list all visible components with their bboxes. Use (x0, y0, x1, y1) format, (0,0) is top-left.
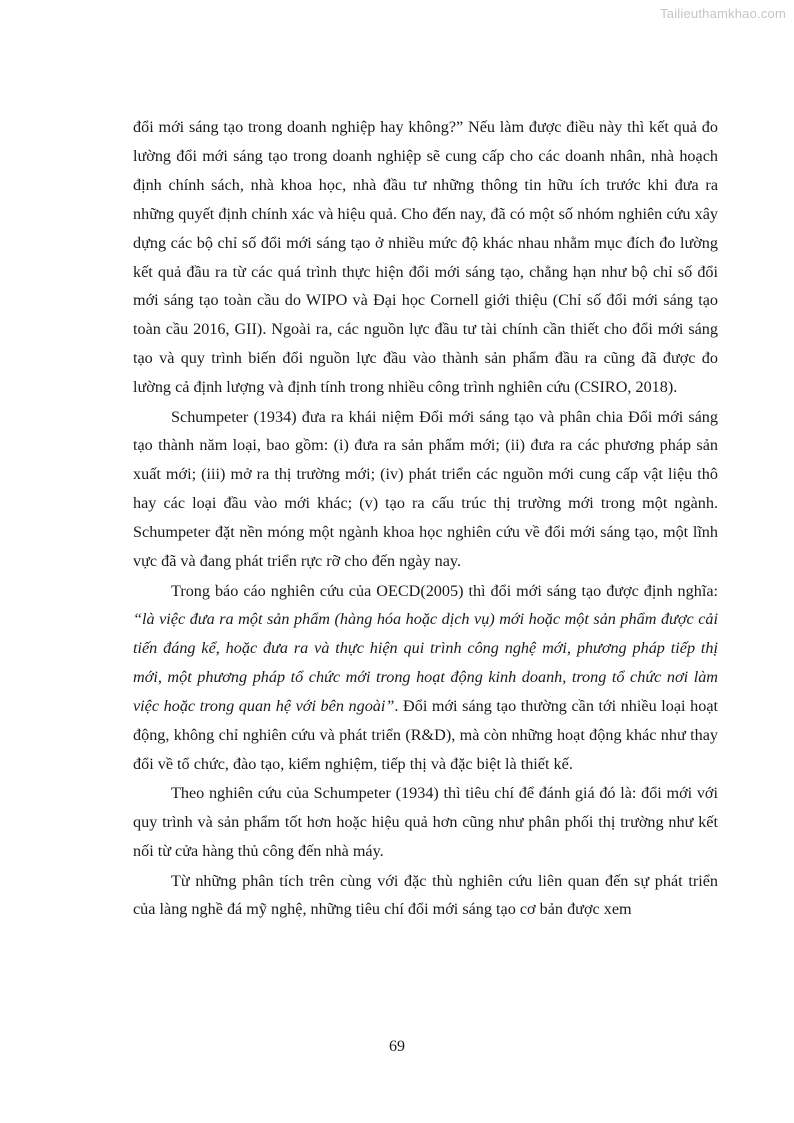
paragraph-3-continuation: . Đổi mới sáng tạo thường cần tới nhiều loại hoạt động, không chỉ nghiên cứu và phát triển (R&D), mà còn những hoạt động khác như thay đổi về tổ chức, đào tạo, kiểm nghiệm, tiếp thị và đặc biệt là thiết kế. (133, 697, 718, 773)
watermark-text: Tailieuthamkhao.com (660, 6, 786, 21)
paragraph-1: đổi mới sáng tạo trong doanh nghiệp hay không?” Nếu làm được điều này thì kết quả đo lường đổi mới sáng tạo trong doanh nghiệp sẽ cung cấp cho các doanh nhân, nhà hoạch định chính sách, nhà khoa học, nhà đầu tư những thông tin hữu ích trước khi đưa ra những quyết định chính xác và hiệu quả. Cho đến nay, đã có một số nhóm nghiên cứu xây dựng các bộ chỉ số đổi mới sáng tạo ở nhiều mức độ khác nhau nhằm mục đích đo lường kết quả đầu ra từ các quá trình thực hiện đổi mới sáng tạo, chẳng hạn như bộ chỉ số đổi mới sáng tạo toàn cầu do WIPO và Đại học Cornell giới thiệu (Chỉ số đổi mới sáng tạo toàn cầu 2016, GII). Ngoài ra, các nguồn lực đầu tư tài chính cần thiết cho đổi mới sáng tạo và quy trình biến đổi nguồn lực đầu vào thành sản phẩm đầu ra cũng đã được đo lường cả định lượng và định tính trong nhiều công trình nghiên cứu (CSIRO, 2018). (133, 118, 718, 397)
page-number: 69 (389, 1038, 405, 1055)
oecd-definition-quote: “là việc đưa ra một sản phẩm (hàng hóa hoặc dịch vụ) mới hoặc một sản phẩm được cải tiến đáng kể, hoặc đưa ra và thực hiện qui trình công nghệ mới, phương pháp tiếp thị mới, một phương pháp tổ chức mới trong hoạt động kinh doanh, trong tổ chức nơi làm việc hoặc trong quan hệ với bên ngoài” (133, 610, 718, 716)
paragraph-5: Từ những phân tích trên cùng với đặc thù nghiên cứu liên quan đến sự phát triển của làng nghề đá mỹ nghệ, những tiêu chí đổi mới sáng tạo cơ bản được xem (133, 871, 718, 919)
document-body (133, 113, 718, 924)
paragraph-2: Schumpeter (1934) đưa ra khái niệm Đổi mới sáng tạo và phân chia Đổi mới sáng tạo thành năm loại, bao gồm: (i) đưa ra sản phẩm mới; (ii) đưa ra các phương pháp sản xuất mới; (iii) mở ra thị trường mới; (iv) phát triển các nguồn mới cung cấp vật liệu thô hay các loại đầu vào mới khác; (v) tạo ra cấu trúc thị trường mới trong một ngành. Schumpeter đặt nền móng một ngành khoa học nghiên cứu về đổi mới sáng tạo, một lĩnh vực đã và đang phát triển rực rỡ cho đến ngày nay. (133, 407, 718, 571)
paragraph-3 (133, 577, 718, 779)
paragraph-3-intro: Trong báo cáo nghiên cứu của OECD(2005) thì đổi mới sáng tạo được định nghĩa: (171, 581, 718, 600)
paragraph-4: Theo nghiên cứu của Schumpeter (1934) thì tiêu chí để đánh giá đó là: đổi mới với quy trình và sản phẩm tốt hơn hoặc hiệu quả hơn cũng như phân phối thị trường như kết nối từ cửa hàng thủ công đến nhà máy. (133, 784, 718, 861)
